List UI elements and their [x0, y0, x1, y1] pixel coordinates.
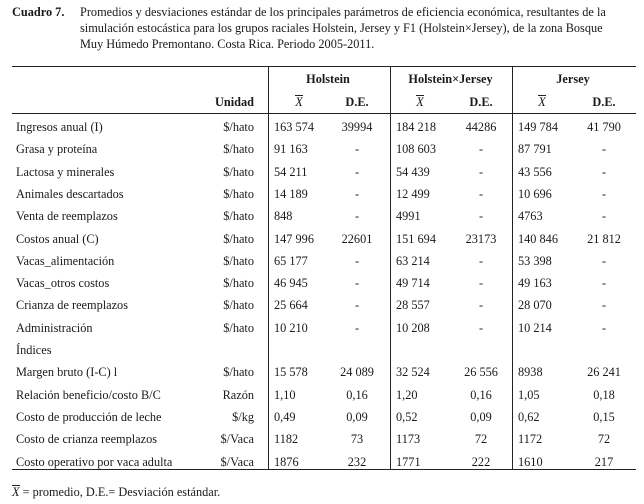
sd-value: 72 — [597, 432, 611, 447]
row-label: Costos anual (C) — [16, 231, 99, 246]
sd-value: 24 089 — [340, 365, 374, 380]
row-label: Costo de producción de leche — [16, 409, 162, 424]
row-label: Índices — [16, 343, 52, 357]
sd-header: D.E. — [592, 95, 616, 109]
mean-value: 14 189 — [274, 186, 308, 201]
sd-value: - — [478, 276, 484, 291]
mean-value: 149 784 — [518, 120, 558, 134]
row-unit: $/hato — [223, 253, 254, 268]
mean-value: 32 524 — [396, 365, 430, 380]
mean-value: 151 694 — [396, 231, 436, 246]
mean-value: 147 996 — [274, 231, 314, 246]
unit-header: Unidad — [215, 95, 254, 109]
mean-symbol: X — [538, 95, 546, 109]
mean-symbol: X — [295, 95, 303, 109]
sd-value: - — [354, 186, 360, 201]
sd-value: 0,16 — [470, 387, 492, 402]
sd-value: - — [478, 320, 484, 335]
row-label: Lactosa y minerales — [16, 164, 115, 179]
sd-value: - — [601, 253, 607, 268]
row-label: Administración — [16, 320, 93, 335]
row-label: Relación beneficio/costo B/C — [16, 387, 161, 402]
mean-value: 184 218 — [396, 120, 436, 134]
top-rule — [12, 66, 636, 67]
mean-value: 1182 — [274, 432, 299, 447]
mean-value: 49 163 — [518, 276, 552, 291]
sd-value: 22601 — [341, 231, 373, 246]
column-divider — [512, 67, 513, 469]
sd-value: 0,15 — [593, 409, 615, 424]
bottom-rule — [12, 469, 636, 470]
mean-value: 65 177 — [274, 253, 308, 268]
row-unit: $/Vaca — [220, 454, 254, 469]
mean-value: 43 556 — [518, 164, 552, 179]
group-header: Jersey — [556, 72, 590, 86]
sd-value: 44286 — [465, 120, 497, 134]
sd-value: - — [601, 164, 607, 179]
row-unit: $/hato — [223, 365, 254, 380]
row-label: Animales descartados — [16, 186, 124, 201]
sd-value: - — [601, 298, 607, 313]
group-header: Holstein — [306, 72, 350, 86]
mean-value: 1173 — [396, 432, 421, 447]
mean-value: 10 696 — [518, 186, 552, 201]
sd-header: D.E. — [469, 95, 493, 109]
mean-value: 91 163 — [274, 142, 308, 157]
sd-value: - — [478, 186, 484, 201]
sd-value: 26 241 — [587, 365, 621, 380]
sd-value: 39994 — [341, 120, 373, 134]
header-rule — [12, 113, 636, 114]
mean-value: 63 214 — [396, 253, 430, 268]
mean-value: 1,10 — [274, 387, 296, 402]
caption-label: Cuadro 7. — [12, 5, 65, 19]
sd-value: - — [354, 209, 360, 224]
mean-value: 0,52 — [396, 409, 418, 424]
sd-header: D.E. — [345, 95, 369, 109]
sd-value: 0,09 — [346, 409, 368, 424]
mean-value: 53 398 — [518, 253, 552, 268]
mean-value: 0,62 — [518, 409, 540, 424]
sd-value: - — [601, 320, 607, 335]
mean-value: 4763 — [518, 209, 543, 224]
caption-line: Muy Húmedo Premontano. Costa Rica. Periodo 2005-2011. — [80, 37, 375, 51]
mean-value: 46 945 — [274, 276, 308, 291]
row-label: Vacas_otros costos — [16, 276, 110, 291]
sd-value: 41 790 — [587, 120, 621, 134]
row-unit: $/hato — [223, 142, 254, 157]
sd-value: 0,16 — [346, 387, 368, 402]
mean-value: 28 070 — [518, 298, 552, 313]
mean-symbol: X — [416, 95, 424, 109]
mean-value: 28 557 — [396, 298, 430, 313]
mean-value: 108 603 — [396, 142, 436, 157]
row-unit: $/hato — [223, 209, 254, 224]
sd-value: - — [354, 320, 360, 335]
row-label: Margen bruto (I-C) l — [16, 365, 118, 380]
row-label: Grasa y proteína — [16, 142, 98, 157]
mean-value: 87 791 — [518, 142, 552, 157]
row-unit: $/kg — [232, 409, 254, 424]
mean-header — [269, 95, 329, 109]
row-unit: $/hato — [223, 276, 254, 291]
sd-value: - — [478, 164, 484, 179]
mean-value: 25 664 — [274, 298, 308, 313]
footnote-text: = promedio, D.E.= Desviación estándar. — [22, 485, 221, 499]
sd-value: - — [478, 298, 484, 313]
mean-value: 140 846 — [518, 231, 558, 246]
row-label: Crianza de reemplazos — [16, 298, 128, 313]
sd-value: - — [478, 209, 484, 224]
mean-symbol: X — [12, 485, 20, 499]
table-footnote — [12, 485, 220, 500]
mean-value: 1,20 — [396, 387, 418, 402]
mean-value: 10 210 — [274, 320, 308, 335]
mean-value: 848 — [274, 209, 293, 224]
caption-line: Promedios y desviaciones estándar de los principales parámetros de eficiencia económica, resultantes de la — [80, 5, 606, 19]
sd-value: 217 — [594, 454, 614, 469]
row-label: Vacas_alimentación — [16, 253, 115, 268]
row-unit: Razón — [222, 387, 254, 402]
sd-value: - — [354, 142, 360, 157]
mean-value: 10 214 — [518, 320, 552, 335]
mean-value: 1,05 — [518, 387, 540, 402]
sd-value: 72 — [474, 432, 488, 447]
row-unit: $/hato — [223, 120, 254, 134]
mean-value: 15 578 — [274, 365, 308, 380]
mean-value: 4991 — [396, 209, 421, 224]
sd-value: 222 — [471, 454, 491, 469]
mean-value: 49 714 — [396, 276, 430, 291]
row-label: Ingresos anual (I) — [16, 120, 103, 134]
sd-value: 23173 — [465, 231, 497, 246]
mean-value: 10 208 — [396, 320, 430, 335]
column-divider — [390, 67, 391, 469]
row-unit: $/hato — [223, 320, 254, 335]
sd-value: 0,18 — [593, 387, 615, 402]
sd-value: - — [354, 164, 360, 179]
sd-value: 73 — [350, 432, 364, 447]
sd-value: 0,09 — [470, 409, 492, 424]
mean-header — [390, 95, 450, 109]
mean-header — [512, 95, 572, 109]
group-header: Holstein×Jersey — [408, 72, 493, 86]
mean-value: 8938 — [518, 365, 543, 380]
sd-value: - — [478, 142, 484, 157]
sd-value: - — [354, 276, 360, 291]
sd-value: - — [601, 142, 607, 157]
sd-value: - — [601, 209, 607, 224]
sd-value: - — [354, 298, 360, 313]
row-unit: $/hato — [223, 298, 254, 313]
mean-value: 1172 — [518, 432, 543, 447]
row-label: Costo de crianza reemplazos — [16, 432, 158, 447]
row-unit: $/hato — [223, 186, 254, 201]
caption-line: simulación estocástica para los grupos raciales Holstein, Jersey y F1 (Holstein×Jersey), de la zona Bosque — [80, 21, 603, 35]
mean-value: 12 499 — [396, 186, 430, 201]
mean-value: 163 574 — [274, 120, 314, 134]
caption-text — [80, 4, 640, 52]
row-unit: $/hato — [223, 231, 254, 246]
row-label: Costo operativo por vaca adulta — [16, 454, 173, 469]
row-unit: $/Vaca — [220, 432, 254, 447]
sd-value: 26 556 — [464, 365, 498, 380]
sd-value: - — [601, 186, 607, 201]
mean-value: 1771 — [396, 454, 421, 469]
sd-value: - — [354, 253, 360, 268]
sd-value: - — [601, 276, 607, 291]
mean-value: 1876 — [274, 454, 299, 469]
mean-value: 0,49 — [274, 409, 296, 424]
sd-value: - — [478, 253, 484, 268]
mean-value: 54 439 — [396, 164, 430, 179]
sd-value: 21 812 — [587, 231, 621, 246]
sd-value: 232 — [347, 454, 367, 469]
mean-value: 54 211 — [274, 164, 308, 179]
row-label: Venta de reemplazos — [16, 209, 118, 224]
mean-value: 1610 — [518, 454, 543, 469]
column-divider — [268, 67, 269, 469]
row-unit: $/hato — [223, 164, 254, 179]
